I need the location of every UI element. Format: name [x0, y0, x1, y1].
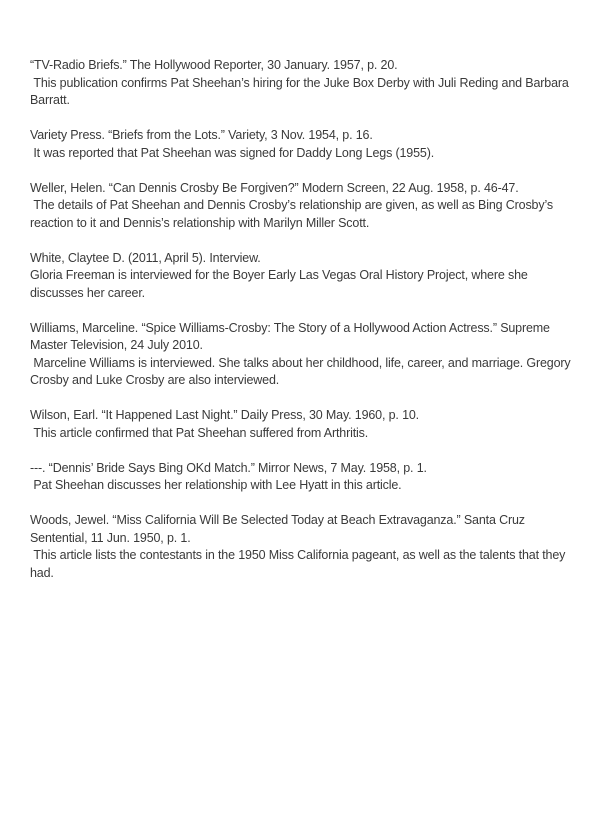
citation-text: ---. “Dennis’ Bride Says Bing OKd Match.” Mirror News, 7 May. 1958, p. 1.	[30, 460, 427, 475]
annotation-text: This article lists the contestants in the 1950 Miss California pageant, as well as the talents that they had.	[30, 548, 569, 580]
bibliography-entry	[30, 320, 575, 390]
citation-text: Woods, Jewel. “Miss California Will Be Selected Today at Beach Extravaganza.” Santa Cruz Sentential, 11 Jun. 1950, p. 1.	[30, 513, 529, 545]
annotation-text: Marceline Williams is interviewed. She talks about her childhood, life, career, and marriage. Gregory Crosby and Luke Crosby are also interviewed.	[30, 355, 574, 387]
annotation-text: It was reported that Pat Sheehan was signed for Daddy Long Legs (1955).	[30, 145, 435, 160]
annotation-text: Pat Sheehan discusses her relationship with Lee Hyatt in this article.	[30, 478, 402, 492]
bibliography-entry	[30, 180, 575, 233]
citation-text: “TV-Radio Briefs.” The Hollywood Reporter, 30 January. 1957, p. 20.	[30, 58, 398, 72]
citation-text: Weller, Helen. “Can Dennis Crosby Be Forgiven?” Modern Screen, 22 Aug. 1958, p. 46-47.	[30, 180, 519, 195]
bibliography-entry	[30, 407, 575, 442]
bibliography-content	[30, 57, 575, 600]
bibliography-entry	[30, 127, 575, 162]
citation-text: Williams, Marceline. “Spice Williams-Crosby: The Story of a Hollywood Action Actress.” Supreme Master Television, 24 July 2010.	[30, 320, 554, 352]
annotation-text: This publication confirms Pat Sheehan’s hiring for the Juke Box Derby with Juli Reding and Barbara Barratt.	[30, 75, 573, 107]
annotation-text: This article confirmed that Pat Sheehan suffered from Arthritis.	[30, 425, 369, 440]
bibliography-entry	[30, 250, 575, 303]
citation-text: Variety Press. “Briefs from the Lots.” Variety, 3 Nov. 1954, p. 16.	[30, 128, 373, 142]
citation-text: White, Claytee D. (2011, April 5). Interview.	[30, 250, 261, 265]
bibliography-entry	[30, 57, 575, 110]
annotation-text: The details of Pat Sheehan and Dennis Crosby’s relationship are given, as well as Bing Crosby’s reaction to it and Dennis’s relationship with Marilyn Miller Scott.	[30, 198, 557, 230]
bibliography-entry	[30, 512, 575, 582]
bibliography-entry	[30, 460, 575, 495]
annotation-text: Gloria Freeman is interviewed for the Boyer Early Las Vegas Oral History Project, where she discusses her career.	[30, 268, 532, 300]
citation-text: Wilson, Earl. “It Happened Last Night.” Daily Press, 30 May. 1960, p. 10.	[30, 408, 420, 422]
